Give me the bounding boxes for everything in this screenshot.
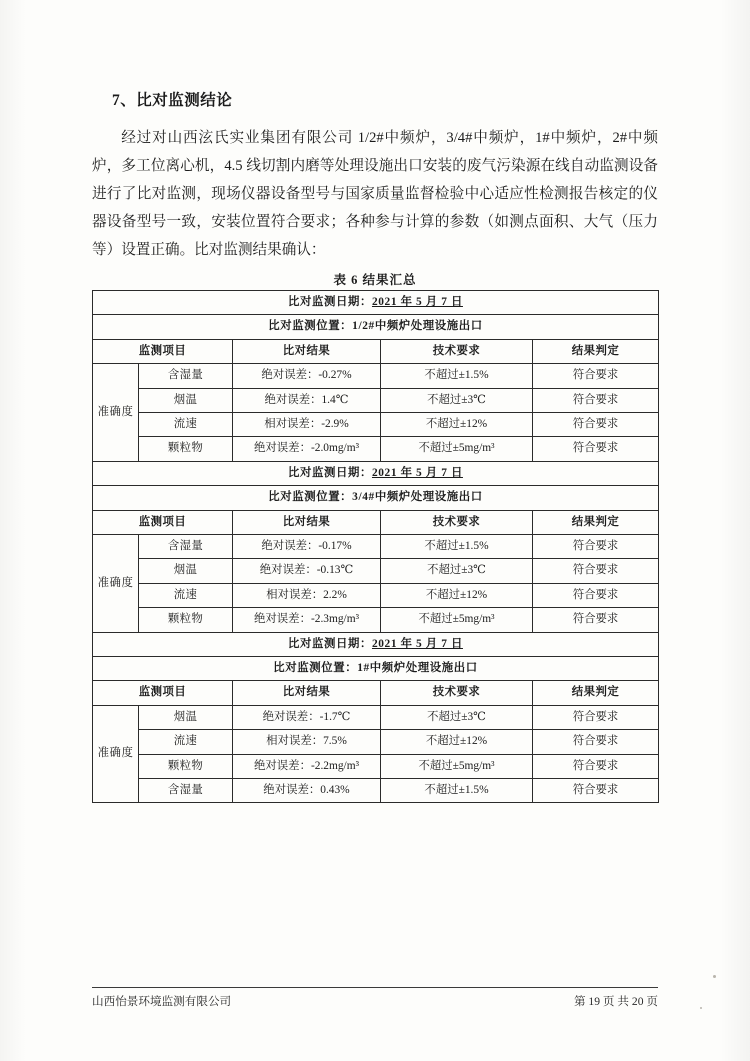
measure-judgement: 符合要求 <box>533 559 659 583</box>
table-row <box>93 291 659 315</box>
column-header-requirement: 技术要求 <box>381 510 533 534</box>
table-row <box>93 413 659 437</box>
measure-judgement: 符合要求 <box>533 437 659 461</box>
measure-requirement: 不超过±5mg/m³ <box>381 754 533 778</box>
date-value: 2021 年 5 月 7 日 <box>371 296 463 309</box>
accuracy-label: 准确度 <box>93 534 139 632</box>
measure-judgement: 符合要求 <box>533 705 659 729</box>
table-row <box>93 730 659 754</box>
table-row <box>93 486 659 510</box>
measure-item: 含湿量 <box>139 364 233 388</box>
table-row <box>93 559 659 583</box>
location-value: 1/2#中频炉处理设施出口 <box>352 320 483 333</box>
measure-requirement: 不超过±1.5% <box>381 534 533 558</box>
body-paragraph: 经过对山西泫氏实业集团有限公司 1/2#中频炉，3/4#中频炉，1#中频炉，2#中频炉，多工位离心机，4.5 线切割内磨等处理设施出口安装的废气污染源在线自动监测设备进行了比对监测，现场仪器设备型号与国家质量监督检验中心适应性检测报告核定的仪器设备型号一致，安装位置符合要求；各种参与计算的参数（如测点面积、大气（压力等）设置正确。比对监测结果确认： <box>92 130 658 259</box>
table-header-row <box>93 339 659 363</box>
measure-result: 相对误差：-2.9% <box>233 413 381 437</box>
table-row <box>93 705 659 729</box>
table-row <box>93 608 659 632</box>
measure-judgement: 符合要求 <box>533 608 659 632</box>
block-location-cell <box>93 486 659 510</box>
measure-requirement: 不超过±5mg/m³ <box>381 608 533 632</box>
measure-result: 绝对误差：-0.13℃ <box>233 559 381 583</box>
date-value: 2021 年 5 月 7 日 <box>371 637 463 650</box>
measure-item: 流速 <box>139 730 233 754</box>
measure-item: 流速 <box>139 413 233 437</box>
location-value: 3/4#中频炉处理设施出口 <box>352 491 483 504</box>
column-header-judgement: 结果判定 <box>533 681 659 705</box>
measure-requirement: 不超过±1.5% <box>381 778 533 802</box>
block-location-cell <box>93 656 659 680</box>
block-date-cell <box>93 461 659 485</box>
measure-requirement: 不超过±12% <box>381 583 533 607</box>
table-row <box>93 388 659 412</box>
measure-result: 绝对误差：0.43% <box>233 778 381 802</box>
location-value: 1#中频炉处理设施出口 <box>357 661 478 674</box>
measure-result: 绝对误差：1.4℃ <box>233 388 381 412</box>
measure-judgement: 符合要求 <box>533 754 659 778</box>
location-label: 比对监测位置： <box>268 320 353 333</box>
table-row <box>93 656 659 680</box>
table-header-row <box>93 510 659 534</box>
measure-item: 烟温 <box>139 559 233 583</box>
measure-requirement: 不超过±3℃ <box>381 705 533 729</box>
table-row <box>93 778 659 802</box>
measure-result: 绝对误差：-1.7℃ <box>233 705 381 729</box>
measure-item: 烟温 <box>139 388 233 412</box>
measure-judgement: 符合要求 <box>533 388 659 412</box>
measure-result: 绝对误差：-2.3mg/m³ <box>233 608 381 632</box>
paper-speck <box>713 975 716 978</box>
measure-judgement: 符合要求 <box>533 364 659 388</box>
accuracy-label: 准确度 <box>93 364 139 462</box>
measure-result: 绝对误差：-0.17% <box>233 534 381 558</box>
measure-result: 绝对误差：-0.27% <box>233 364 381 388</box>
column-header-judgement: 结果判定 <box>533 510 659 534</box>
table-row <box>93 437 659 461</box>
measure-result: 绝对误差：-2.0mg/m³ <box>233 437 381 461</box>
measure-item: 流速 <box>139 583 233 607</box>
date-label: 比对监测日期： <box>288 466 372 479</box>
measure-requirement: 不超过±3℃ <box>381 559 533 583</box>
measure-requirement: 不超过±12% <box>381 413 533 437</box>
measure-result: 绝对误差：-2.2mg/m³ <box>233 754 381 778</box>
document-content <box>92 88 658 803</box>
footer-company: 山西怡景环境监测有限公司 <box>92 995 232 1008</box>
accuracy-label: 准确度 <box>93 705 139 803</box>
measure-requirement: 不超过±12% <box>381 730 533 754</box>
paper-speck <box>700 1007 702 1009</box>
measure-judgement: 符合要求 <box>533 583 659 607</box>
measure-requirement: 不超过±1.5% <box>381 364 533 388</box>
column-header-result: 比对结果 <box>233 681 381 705</box>
date-label: 比对监测日期： <box>288 296 372 309</box>
table-row <box>93 754 659 778</box>
table-row <box>93 364 659 388</box>
measure-item: 烟温 <box>139 705 233 729</box>
section-title: 7、比对监测结论 <box>112 92 233 109</box>
measure-judgement: 符合要求 <box>533 730 659 754</box>
block-location-cell <box>93 315 659 339</box>
column-header-result: 比对结果 <box>233 339 381 363</box>
table-row <box>93 583 659 607</box>
measure-requirement: 不超过±5mg/m³ <box>381 437 533 461</box>
measure-judgement: 符合要求 <box>533 778 659 802</box>
table-row <box>93 632 659 656</box>
column-header-result: 比对结果 <box>233 510 381 534</box>
column-header-requirement: 技术要求 <box>381 339 533 363</box>
table-row <box>93 315 659 339</box>
measure-requirement: 不超过±3℃ <box>381 388 533 412</box>
measure-item: 颗粒物 <box>139 754 233 778</box>
column-header-judgement: 结果判定 <box>533 339 659 363</box>
measure-judgement: 符合要求 <box>533 413 659 437</box>
column-header-requirement: 技术要求 <box>381 681 533 705</box>
measure-item: 颗粒物 <box>139 608 233 632</box>
date-value: 2021 年 5 月 7 日 <box>371 466 463 479</box>
block-date-cell <box>93 291 659 315</box>
measure-item: 含湿量 <box>139 778 233 802</box>
measure-judgement: 符合要求 <box>533 534 659 558</box>
page-footer <box>92 987 658 1009</box>
location-label: 比对监测位置： <box>273 661 358 674</box>
column-header-item: 监测项目 <box>93 510 233 534</box>
column-header-item: 监测项目 <box>93 339 233 363</box>
measure-result: 相对误差：2.2% <box>233 583 381 607</box>
footer-page-number: 第 19 页 共 20 页 <box>573 995 658 1008</box>
table-header-row <box>93 681 659 705</box>
measure-item: 颗粒物 <box>139 437 233 461</box>
location-label: 比对监测位置： <box>268 491 353 504</box>
measure-result: 相对误差：7.5% <box>233 730 381 754</box>
results-summary-table <box>92 290 659 803</box>
block-date-cell <box>93 632 659 656</box>
table-row <box>93 461 659 485</box>
measure-item: 含湿量 <box>139 534 233 558</box>
table-caption: 表 6 结果汇总 <box>333 273 417 288</box>
table-row <box>93 534 659 558</box>
date-label: 比对监测日期： <box>288 637 372 650</box>
column-header-item: 监测项目 <box>93 681 233 705</box>
